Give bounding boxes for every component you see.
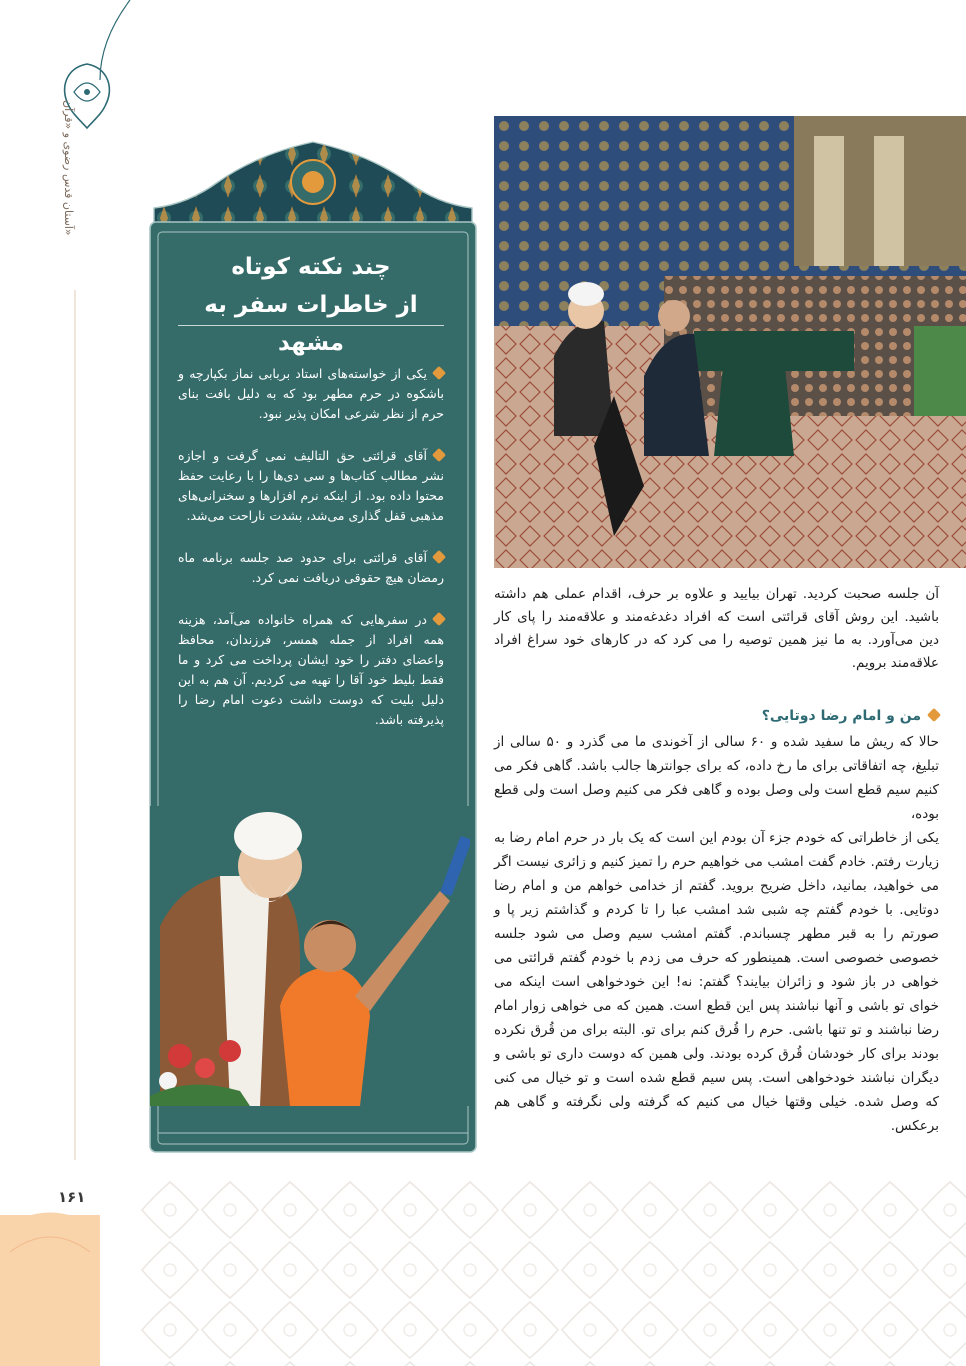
cleric-with-child-photo (150, 806, 470, 1106)
note-item: آقای قرائتی برای حدود صد جلسه برنامه ماه رمضان هیچ حقوقی دریافت نمی کرد. (178, 548, 444, 588)
sidebar-panel (148, 138, 478, 1153)
divider (178, 325, 444, 326)
section-heading: من و امام رضا دوتایی؟ (494, 708, 939, 724)
article-body (494, 730, 939, 1138)
note-item: در سفرهایی که همراه خانواده می‌آمد، هزینه همه افراد از جمله همسر، فرزندان، محافظ واعضای دفتر را خود ایشان پرداخت می کرد و ما فقط بلیط خود آقا را تهیه می کردیم. آن هم به این دلیل بلیت که دوست داشت دعوت امام رضا را پذیرفته باشد. (178, 610, 444, 730)
note-item: آقای قرائتی حق التالیف نمی گرفت و اجازه نشر مطالب کتاب‌ها و سی دی‌ها را با رعایت حفظ محتوا داده بود. از اینکه نرم افزارها و سخنرانی‌های مذهبی قفل گذاری می‌شد، بشدت ناراحت می‌شد. (178, 446, 444, 526)
bullet-icon (927, 708, 941, 722)
notes-list (178, 364, 444, 752)
decorative-pattern (140, 1180, 966, 1366)
series-label: آستان قدس رضوی و «قرآن» (62, 100, 75, 236)
bullet-icon (432, 366, 446, 380)
page-margin (0, 0, 110, 1366)
body-paragraph: حالا که ریش ما سفید شده و ۶۰ سالی از آخوندی ما می گذرد و ۵۰ سالی از تبلیغ، چه اتفاقاتی برای ما رخ داده، که برای جوانترها جالب باشد. گاهی فکر می کنیم سیم قطع است ولی وصل بوده و گاهی فکر می کنیم وصل است ولی قطع بوده، (494, 734, 940, 822)
body-paragraph: یکی از خاطراتی که خودم جزء آن بودم این است که یک بار در حرم امام رضا به زیارت رفتم. خادم گفت امشب می خواهیم حرم را تمیز کنیم و زائری نیست اگر می خواهید، بمانید، داخل ضریح بروید. گفتم از خدامی خواهم من و امام رضا دوتایی. با خودم گفتم چه شبی شد امشب عبا را تا کردم و گذاشتم زیر پا و صورتم را به قبر مطهر چسباندم. گفتم امشب سیم وصل می شود جلسه خصوصی خصوصی است. همینطور که حرف می زدم با خودم گفتم قرائتی می خواهی در باز شود و زائران بیایند؟ گفتم: نه! این خودخواهی است اینکه می خوای تو باشی و آنها نباشند پس این قطع است. همین که می خواهی زوار امام رضا نباشند و تو تنها باشی. حرم را قُرق کنم برای تو. البته برای من قُرق نکرده بودند برای کار خودشان قُرق کرده بودند. ولی همین که دوست داری تو باشی و دیگران نباشند خودخواهی است. پس سیم قطع شده است و تو خیال می کنی که وصل شده. خیلی وقتها خیال می کنیم که گرفته ولی نگرفته و گاهی هم برعکس. (494, 830, 939, 1134)
page-number: ۱۶۱ (58, 1188, 86, 1206)
shrine-gathering-photo (494, 116, 966, 568)
panel-title-line: از خاطرات سفر به مشهد (204, 292, 418, 356)
bullet-icon (432, 612, 446, 626)
panel-title (176, 248, 446, 362)
panel-title-line: چند نکته کوتاه (231, 254, 391, 280)
bullet-icon (432, 448, 446, 462)
note-item: یکی از خواسته‌های استاد بربابی نماز بکپارچه و باشکوه در حرم مطهر بود که به دلیل بافت بنای حرم از نظر شرعی امکان پذیر نبود. (178, 364, 444, 424)
intro-paragraph: آن جلسه صحبت کردید. تهران بیایید و علاوه بر حرف، اقدام عملی هم داشته باشید. این روش آقای قرائتی است که افراد دغدغه‌مند و علاقه‌مند را پای کار دین می‌آورد. به ما نیز همین توصیه را می کرد که در کارهای خود سراغ افراد علاقه‌مند برویم. (494, 586, 939, 671)
bullet-icon (432, 550, 446, 564)
